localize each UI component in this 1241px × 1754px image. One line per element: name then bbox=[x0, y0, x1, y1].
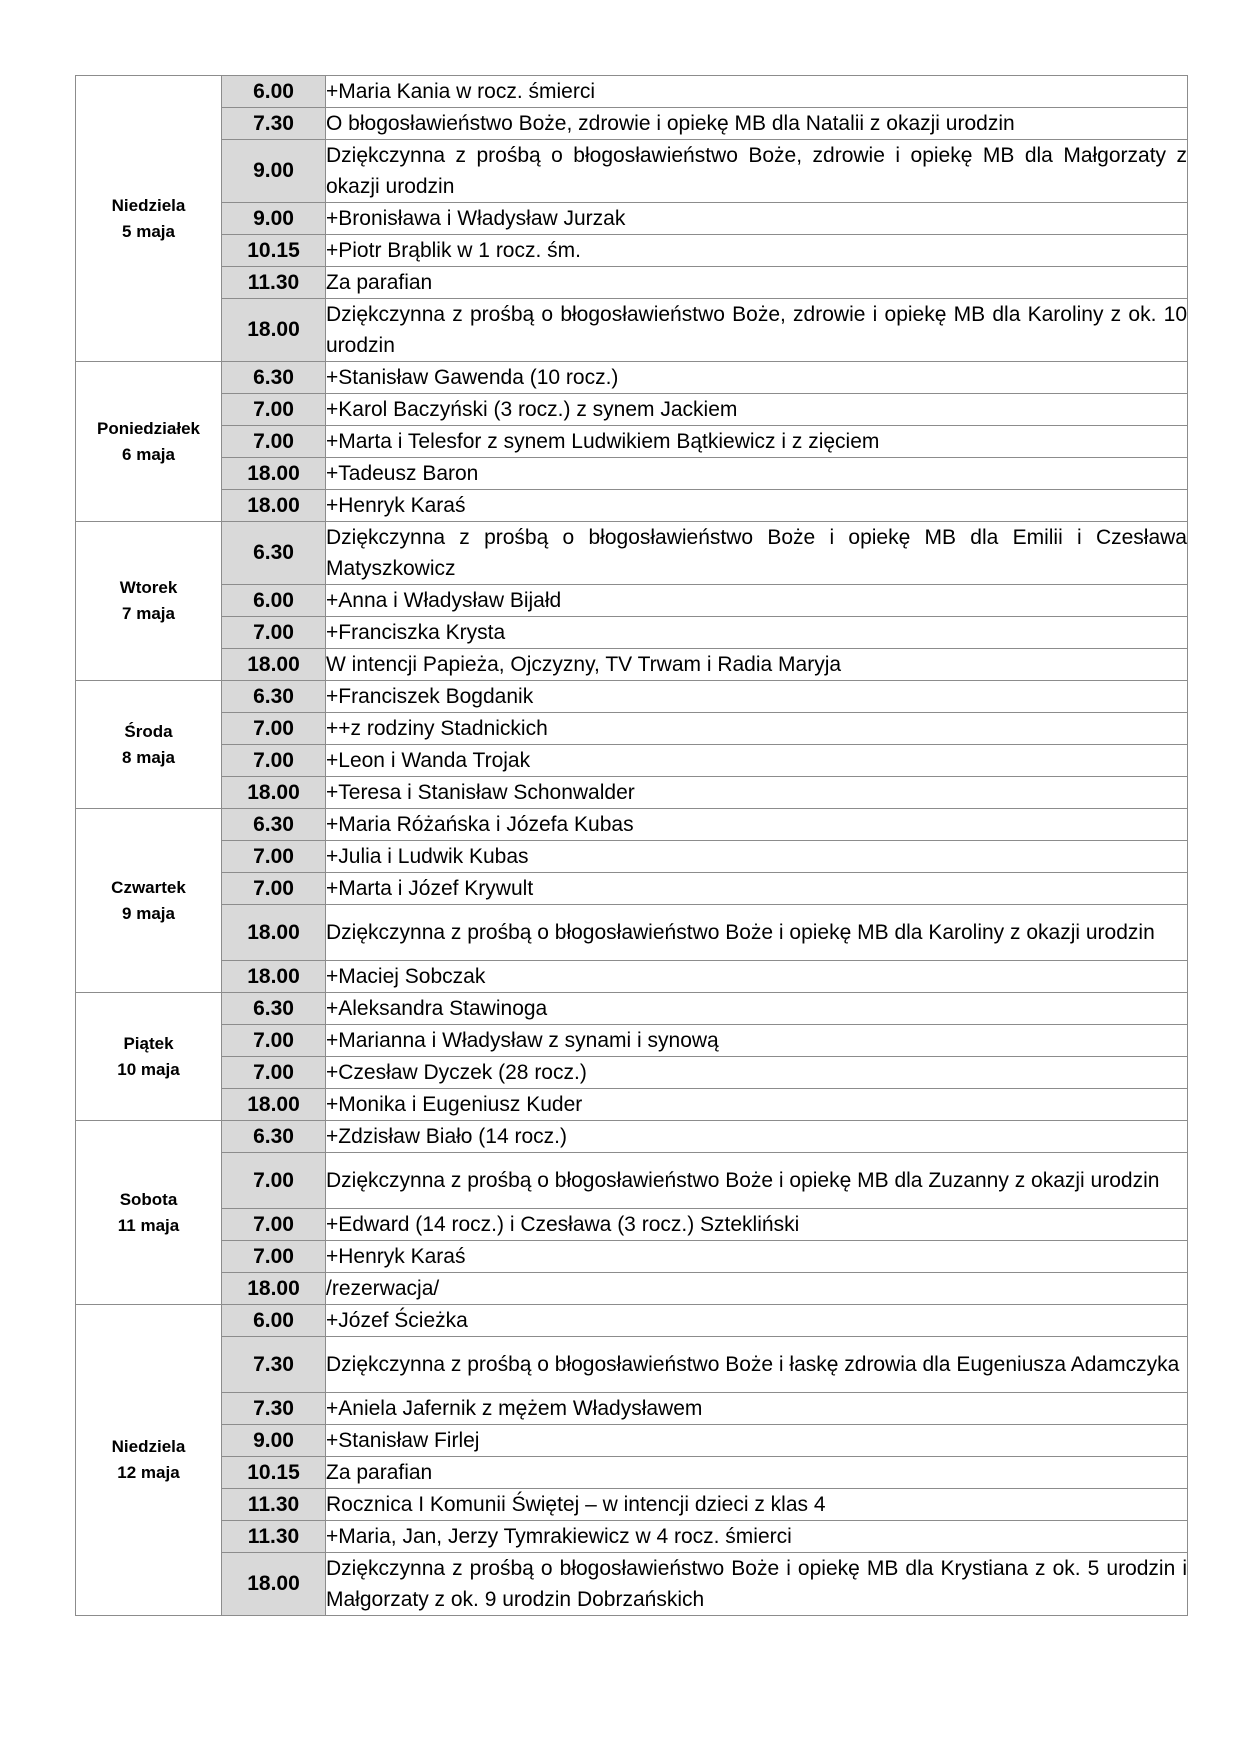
table-row bbox=[76, 1121, 1188, 1153]
table-row bbox=[76, 267, 1188, 299]
table-row bbox=[76, 203, 1188, 235]
table-row bbox=[76, 809, 1188, 841]
mass-intention: +Stanisław Firlej bbox=[326, 1425, 1188, 1457]
mass-time: 18.00 bbox=[222, 458, 326, 490]
mass-time: 6.30 bbox=[222, 681, 326, 713]
mass-intention: +Henryk Karaś bbox=[326, 490, 1188, 522]
table-row bbox=[76, 1241, 1188, 1273]
mass-intention: +Maria, Jan, Jerzy Tymrakiewicz w 4 rocz. śmierci bbox=[326, 1521, 1188, 1553]
mass-time: 6.30 bbox=[222, 809, 326, 841]
table-row bbox=[76, 299, 1188, 362]
table-row bbox=[76, 490, 1188, 522]
day-date: 10 maja bbox=[117, 1059, 180, 1079]
day-name: Poniedziałek bbox=[97, 418, 200, 438]
mass-time: 9.00 bbox=[222, 1425, 326, 1457]
day-date: 6 maja bbox=[122, 444, 175, 464]
mass-time: 7.00 bbox=[222, 873, 326, 905]
mass-intention: +Maria Różańska i Józefa Kubas bbox=[326, 809, 1188, 841]
day-date: 11 maja bbox=[117, 1215, 180, 1235]
mass-time: 18.00 bbox=[222, 905, 326, 961]
table-row bbox=[76, 1209, 1188, 1241]
table-row bbox=[76, 394, 1188, 426]
mass-intention: +Stanisław Gawenda (10 rocz.) bbox=[326, 362, 1188, 394]
day-date: 5 maja bbox=[122, 221, 175, 241]
day-cell bbox=[76, 76, 222, 362]
table-row bbox=[76, 649, 1188, 681]
mass-time: 6.00 bbox=[222, 585, 326, 617]
day-name: Niedziela bbox=[111, 195, 186, 215]
mass-intention: O błogosławieństwo Boże, zdrowie i opiekę MB dla Natalii z okazji urodzin bbox=[326, 108, 1188, 140]
mass-time: 6.30 bbox=[222, 362, 326, 394]
mass-time: 6.30 bbox=[222, 1121, 326, 1153]
mass-intention: +Monika i Eugeniusz Kuder bbox=[326, 1089, 1188, 1121]
mass-time: 7.00 bbox=[222, 1025, 326, 1057]
table-row bbox=[76, 140, 1188, 203]
mass-time: 18.00 bbox=[222, 490, 326, 522]
table-row bbox=[76, 1521, 1188, 1553]
mass-intention: +Anna i Władysław Bijałd bbox=[326, 585, 1188, 617]
mass-intention: +Franciszek Bogdanik bbox=[326, 681, 1188, 713]
mass-time: 9.00 bbox=[222, 140, 326, 203]
day-cell bbox=[76, 522, 222, 681]
table-row bbox=[76, 905, 1188, 961]
mass-time: 7.00 bbox=[222, 1153, 326, 1209]
mass-intention: +Julia i Ludwik Kubas bbox=[326, 841, 1188, 873]
mass-time: 18.00 bbox=[222, 649, 326, 681]
mass-intention: Za parafian bbox=[326, 1457, 1188, 1489]
day-date: 12 maja bbox=[117, 1463, 180, 1482]
mass-time: 18.00 bbox=[222, 299, 326, 362]
table-row bbox=[76, 362, 1188, 394]
mass-intention: +Maciej Sobczak bbox=[326, 961, 1188, 993]
table-row bbox=[76, 76, 1188, 108]
day-cell bbox=[76, 681, 222, 809]
mass-time: 18.00 bbox=[222, 1273, 326, 1305]
table-row bbox=[76, 1393, 1188, 1425]
table-row bbox=[76, 961, 1188, 993]
table-row bbox=[76, 522, 1188, 585]
mass-time: 9.00 bbox=[222, 203, 326, 235]
mass-intention: +Karol Baczyński (3 rocz.) z synem Jackiem bbox=[326, 394, 1188, 426]
day-cell bbox=[76, 362, 222, 522]
table-row bbox=[76, 873, 1188, 905]
mass-time: 7.30 bbox=[222, 1393, 326, 1425]
mass-time: 7.00 bbox=[222, 394, 326, 426]
table-row bbox=[76, 617, 1188, 649]
mass-intention: +Maria Kania w rocz. śmierci bbox=[326, 76, 1188, 108]
mass-intention: +Marta i Telesfor z synem Ludwikiem Bątkiewicz i z zięciem bbox=[326, 426, 1188, 458]
mass-intention: +Tadeusz Baron bbox=[326, 458, 1188, 490]
day-date: 9 maja bbox=[122, 903, 175, 923]
mass-intention: +Marianna i Władysław z synami i synową bbox=[326, 1025, 1188, 1057]
mass-time: 6.30 bbox=[222, 993, 326, 1025]
table-row bbox=[76, 1273, 1188, 1305]
mass-time: 7.00 bbox=[222, 1209, 326, 1241]
mass-time: 7.00 bbox=[222, 745, 326, 777]
day-date: 7 maja bbox=[122, 604, 175, 623]
mass-time: 10.15 bbox=[222, 1457, 326, 1489]
mass-intention: Dziękczynna z prośbą o błogosławieństwo Boże i opiekę MB dla Emilii i Czesława Matyszkowicz bbox=[326, 522, 1188, 585]
mass-intention: Dziękczynna z prośbą o błogosławieństwo Boże, zdrowie i opiekę MB dla Karoliny z ok. 10 urodzin bbox=[326, 299, 1188, 362]
mass-intention: +Henryk Karaś bbox=[326, 1241, 1188, 1273]
mass-intention: Dziękczynna z prośbą o błogosławieństwo Boże i opiekę MB dla Krystiana z ok. 5 urodzin i Małgorzaty z ok. 9 urodzin Dobrzańskich bbox=[326, 1553, 1188, 1616]
table-row bbox=[76, 681, 1188, 713]
mass-intention: Dziękczynna z prośbą o błogosławieństwo Boże, zdrowie i opiekę MB dla Małgorzaty z okazji urodzin bbox=[326, 140, 1188, 203]
mass-intention: ++z rodziny Stadnickich bbox=[326, 713, 1188, 745]
mass-intention: /rezerwacja/ bbox=[326, 1273, 1188, 1305]
table-row bbox=[76, 1025, 1188, 1057]
table-row bbox=[76, 458, 1188, 490]
mass-intention: +Edward (14 rocz.) i Czesława (3 rocz.) Sztekliński bbox=[326, 1209, 1188, 1241]
mass-intention: Rocznica I Komunii Świętej – w intencji dzieci z klas 4 bbox=[326, 1489, 1188, 1521]
mass-intention: +Marta i Józef Krywult bbox=[326, 873, 1188, 905]
table-row bbox=[76, 1425, 1188, 1457]
table-row bbox=[76, 1457, 1188, 1489]
mass-intention: +Józef Ścieżka bbox=[326, 1305, 1188, 1337]
table-row bbox=[76, 841, 1188, 873]
day-cell bbox=[76, 993, 222, 1121]
mass-time: 11.30 bbox=[222, 1489, 326, 1521]
mass-time: 7.00 bbox=[222, 1057, 326, 1089]
mass-intention: +Piotr Brąblik w 1 rocz. śm. bbox=[326, 235, 1188, 267]
mass-intention: Dziękczynna z prośbą o błogosławieństwo Boże i opiekę MB dla Karoliny z okazji urodzin bbox=[326, 905, 1188, 961]
day-name: Środa bbox=[124, 721, 173, 741]
table-row bbox=[76, 1337, 1188, 1393]
day-cell bbox=[76, 809, 222, 993]
mass-time: 7.00 bbox=[222, 713, 326, 745]
mass-time: 7.00 bbox=[222, 841, 326, 873]
table-row bbox=[76, 585, 1188, 617]
table-row bbox=[76, 1153, 1188, 1209]
mass-time: 18.00 bbox=[222, 961, 326, 993]
day-date: 8 maja bbox=[122, 747, 175, 767]
day-name: Niedziela bbox=[111, 1437, 186, 1456]
mass-time: 7.00 bbox=[222, 1241, 326, 1273]
mass-intention: +Franciszka Krysta bbox=[326, 617, 1188, 649]
table-row bbox=[76, 1553, 1188, 1616]
table-row bbox=[76, 745, 1188, 777]
mass-time: 7.30 bbox=[222, 108, 326, 140]
mass-intention: +Zdzisław Biało (14 rocz.) bbox=[326, 1121, 1188, 1153]
day-name: Piątek bbox=[123, 1033, 174, 1053]
mass-time: 11.30 bbox=[222, 1521, 326, 1553]
mass-time: 6.30 bbox=[222, 522, 326, 585]
mass-time: 10.15 bbox=[222, 235, 326, 267]
mass-intention: +Czesław Dyczek (28 rocz.) bbox=[326, 1057, 1188, 1089]
mass-intention: Dziękczynna z prośbą o błogosławieństwo Boże i łaskę zdrowia dla Eugeniusza Adamczyka bbox=[326, 1337, 1188, 1393]
mass-intention: +Aleksandra Stawinoga bbox=[326, 993, 1188, 1025]
mass-time: 6.00 bbox=[222, 76, 326, 108]
mass-intention: Dziękczynna z prośbą o błogosławieństwo Boże i opiekę MB dla Zuzanny z okazji urodzin bbox=[326, 1153, 1188, 1209]
mass-time: 7.00 bbox=[222, 426, 326, 458]
table-row bbox=[76, 426, 1188, 458]
table-row bbox=[76, 108, 1188, 140]
table-row bbox=[76, 235, 1188, 267]
day-cell bbox=[76, 1305, 222, 1616]
mass-intentions-table bbox=[75, 75, 1188, 1616]
mass-intention: W intencji Papieża, Ojczyzny, TV Trwam i Radia Maryja bbox=[326, 649, 1188, 681]
day-cell bbox=[76, 1121, 222, 1305]
table-row bbox=[76, 1089, 1188, 1121]
day-name: Sobota bbox=[119, 1189, 178, 1209]
mass-time: 18.00 bbox=[222, 1553, 326, 1616]
day-name: Wtorek bbox=[119, 578, 178, 597]
table-row bbox=[76, 1305, 1188, 1337]
mass-intention: +Bronisława i Władysław Jurzak bbox=[326, 203, 1188, 235]
mass-intention: Za parafian bbox=[326, 267, 1188, 299]
mass-intentions-body bbox=[76, 76, 1188, 1616]
day-name: Czwartek bbox=[111, 877, 186, 897]
mass-time: 6.00 bbox=[222, 1305, 326, 1337]
mass-intention: +Leon i Wanda Trojak bbox=[326, 745, 1188, 777]
table-row bbox=[76, 1057, 1188, 1089]
mass-time: 18.00 bbox=[222, 1089, 326, 1121]
mass-intention: +Aniela Jafernik z mężem Władysławem bbox=[326, 1393, 1188, 1425]
mass-time: 11.30 bbox=[222, 267, 326, 299]
table-row bbox=[76, 713, 1188, 745]
mass-time: 18.00 bbox=[222, 777, 326, 809]
mass-intention: +Teresa i Stanisław Schonwalder bbox=[326, 777, 1188, 809]
table-row bbox=[76, 993, 1188, 1025]
table-row bbox=[76, 777, 1188, 809]
mass-time: 7.00 bbox=[222, 617, 326, 649]
mass-time: 7.30 bbox=[222, 1337, 326, 1393]
table-row bbox=[76, 1489, 1188, 1521]
